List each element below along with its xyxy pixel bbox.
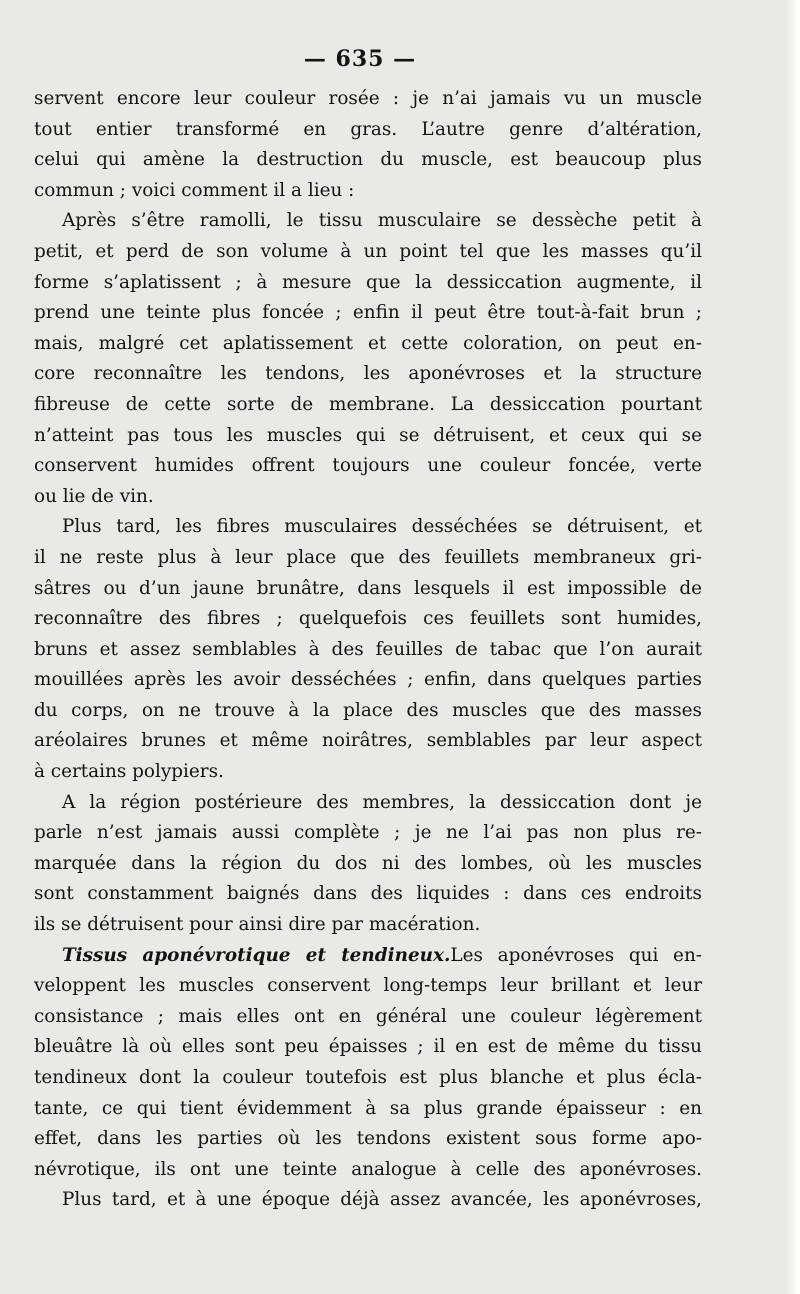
body-text	[34, 84, 702, 1216]
text-line	[34, 757, 702, 788]
line-text: forme s’aplatissent ; à mesure que la dessiccation augmente, il	[34, 271, 702, 293]
text-line	[34, 176, 702, 207]
line-text: ou lie de vin.	[34, 485, 154, 507]
line-text: prend une teinte plus foncée ; enfin il peut être tout-à-fait brun ;	[34, 302, 702, 324]
line-text: aréolaires brunes et même noirâtres, semblables par leur aspect	[34, 730, 702, 752]
line-text: veloppent les muscles conservent long-temps leur brillant et leur	[34, 975, 702, 997]
text-line	[34, 665, 702, 696]
line-text: commun ; voici comment il a lieu :	[34, 179, 355, 201]
text-line	[34, 1124, 702, 1155]
line-text: marquée dans la région du dos ni des lombes, où les muscles	[34, 852, 702, 874]
text-line	[34, 421, 702, 452]
line-text: tante, ce qui tient évidemment à sa plus grande épaisseur : en	[34, 1097, 702, 1119]
line-text: mouillées après les avoir desséchées ; enfin, dans quelques parties	[34, 669, 702, 691]
text-line	[34, 635, 702, 666]
text-line	[34, 1185, 702, 1216]
text-line	[34, 726, 702, 757]
text-line	[34, 1032, 702, 1063]
text-line	[34, 543, 702, 574]
text-line	[34, 1094, 702, 1125]
text-line	[34, 849, 702, 880]
text-line	[34, 788, 702, 819]
text-line	[34, 574, 702, 605]
line-text: tout entier transformé en gras. L’autre genre d’altération,	[34, 118, 702, 140]
page-edge	[786, 0, 800, 1294]
line-text: servent encore leur couleur rosée : je n’ai jamais vu un muscle	[34, 88, 702, 109]
line-text: core reconnaître les tendons, les aponévroses et la structure	[34, 363, 702, 385]
line-text: conservent humides offrent toujours une couleur foncée, verte	[34, 455, 702, 477]
text-line	[34, 84, 702, 115]
text-line	[34, 390, 702, 421]
text-line	[34, 971, 702, 1002]
text-line	[34, 879, 702, 910]
text-line	[34, 268, 702, 299]
text-line	[34, 329, 702, 360]
text-line	[34, 941, 702, 972]
line-text: n’atteint pas tous les muscles qui se détruisent, et ceux qui se	[34, 424, 702, 446]
line-text: il ne reste plus à leur place que des feuillets membraneux gri-	[34, 546, 702, 568]
text-line	[34, 1155, 702, 1186]
line-text: du corps, on ne trouve à la place des muscles que des masses	[34, 699, 702, 721]
line-text: celui qui amène la destruction du muscle, est beaucoup plus	[34, 149, 702, 171]
text-line	[34, 910, 702, 941]
line-text: Plus tard, et à une époque déjà assez avancée, les aponévroses,	[62, 1189, 702, 1211]
line-text: fibreuse de cette sorte de membrane. La dessiccation pourtant	[34, 393, 702, 415]
line-text: névrotique, ils ont une teinte analogue à celle des aponévroses.	[34, 1158, 702, 1180]
text-line	[34, 482, 702, 513]
text-line	[34, 512, 702, 543]
text-line	[34, 237, 702, 268]
line-text: sont constamment baignés dans des liquides : dans ces endroits	[34, 883, 702, 905]
text-line	[34, 451, 702, 482]
text-line	[34, 1063, 702, 1094]
line-text: mais, malgré cet aplatissement et cette coloration, on peut en-	[34, 332, 702, 354]
line-text: parle n’est jamais aussi complète ; je ne l’ai pas non plus re-	[34, 822, 702, 844]
line-text: reconnaître des fibres ; quelquefois ces feuillets sont humides,	[34, 608, 702, 630]
line-text: bleuâtre là où elles sont peu épaisses ; il en est de même du tissu	[34, 1036, 702, 1058]
line-text: effet, dans les parties où les tendons existent sous forme apo-	[34, 1128, 702, 1150]
line-text: Après s’être ramolli, le tissu musculaire se dessèche petit à	[62, 210, 702, 232]
page-number: — 635 —	[303, 46, 417, 72]
text-line	[34, 145, 702, 176]
text-line	[34, 298, 702, 329]
line-text: A la région postérieure des membres, la dessiccation dont je	[62, 791, 702, 813]
text-line	[34, 359, 702, 390]
line-text: bruns et assez semblables à des feuilles de tabac que l’on aurait	[34, 638, 702, 660]
line-text: petit, et perd de son volume à un point tel que les masses qu’il	[34, 240, 702, 262]
text-line	[34, 1002, 702, 1033]
line-text: à certains polypiers.	[34, 761, 224, 783]
text-line	[34, 696, 702, 727]
line-text: ils se détruisent pour ainsi dire par macération.	[34, 914, 481, 936]
text-line	[34, 818, 702, 849]
italic-heading: Tissus aponévrotique et tendineux.	[62, 944, 451, 966]
line-text: Plus tard, les fibres musculaires desséchées se détruisent, et	[62, 516, 702, 538]
text-line	[34, 115, 702, 146]
line-text: Les aponévroses qui en-	[450, 944, 702, 966]
text-line	[34, 604, 702, 635]
line-text: tendineux dont la couleur toutefois est plus blanche et plus écla-	[34, 1067, 702, 1088]
text-line	[34, 206, 702, 237]
line-text: consistance ; mais elles ont en général une couleur légèrement	[34, 1005, 702, 1027]
line-text: sâtres ou d’un jaune brunâtre, dans lesquels il est impossible de	[34, 577, 702, 599]
